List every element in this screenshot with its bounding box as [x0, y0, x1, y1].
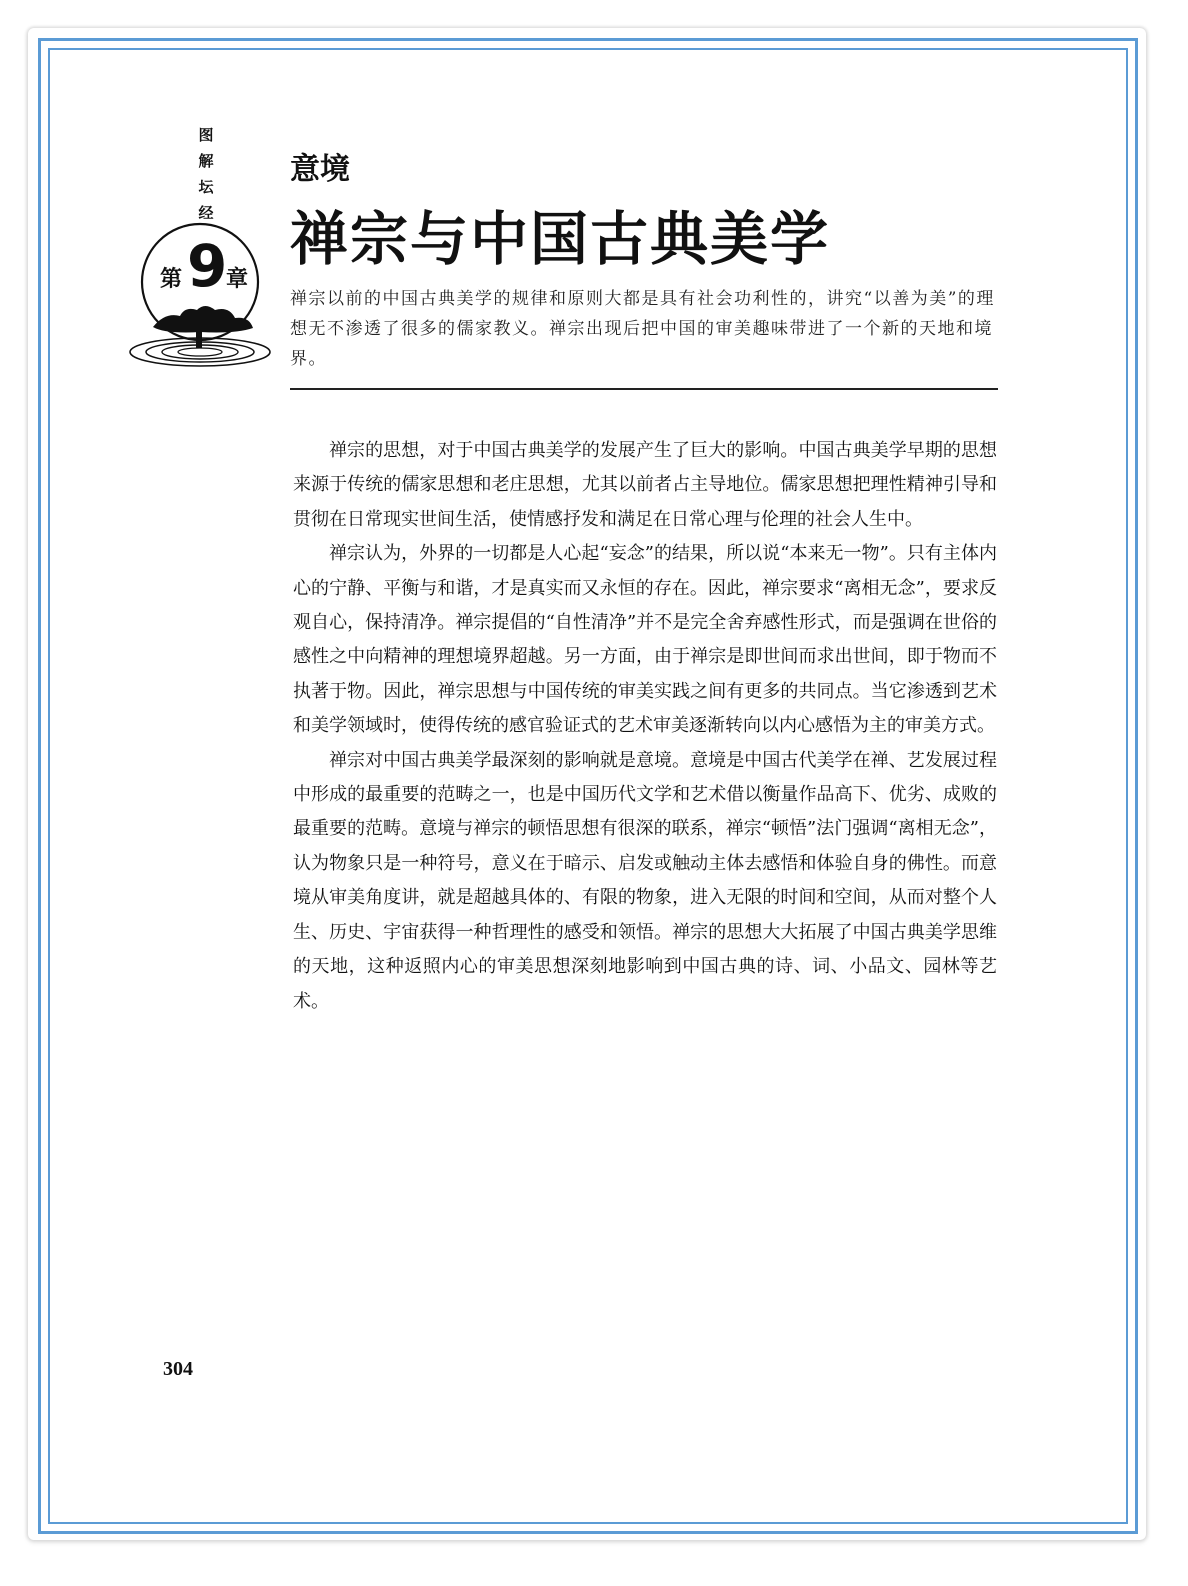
- series-side-label: [191, 122, 221, 226]
- side-label-char: 图: [198, 126, 214, 144]
- chapter-prefix: 第: [160, 267, 183, 292]
- body-text: [293, 434, 997, 1019]
- body-paragraph: 禅宗对中国古典美学最深刻的影响就是意境。意境是中国古代美学在禅、艺发展过程中形成的最重要的范畴之一，也是中国历代文学和艺术借以衡量作品高下、优劣、成败的最重要的范畴。意境与禅宗的顿悟思想有很深的联系，禅宗“顿悟”法门强调“离相无念”，认为物象只是一种符号，意义在于暗示、启发或触动主体去感悟和体验自身的佛性。而意境从审美角度讲，就是超越具体的、有限的物象，进入无限的时间和空间，从而对整个人生、历史、宇宙获得一种哲理性的感受和领悟。禅宗的思想大大拓展了中国古典美学思维的天地，这种返照内心的审美思想深刻地影响到中国古典的诗、词、小品文、园林等艺术。: [293, 749, 997, 1012]
- body-paragraph: 禅宗认为，外界的一切都是人心起“妄念”的结果，所以说“本来无一物”。只有主体内心的宁静、平衡与和谐，才是真实而又永恒的存在。因此，禅宗要求“离相无念”，要求反观自心，保持清净。禅宗提倡的“自性清净”并不是完全舍弃感性形式，而是强调在世俗的感性之中向精神的理想境界超越。另一方面，由于禅宗是即世间而求出世间，即于物而不执著于物。因此，禅宗思想与中国传统的审美实践之间有更多的共同点。当它渗透到艺术和美学领域时，使得传统的感官验证式的艺术审美逐渐转向以内心感悟为主的审美方式。: [293, 543, 997, 737]
- chapter-digit: 9: [187, 232, 228, 300]
- page-number: 304: [163, 1358, 193, 1380]
- chapter-suffix: 章: [226, 267, 249, 292]
- body-paragraph: 禅宗的思想，对于中国古典美学的发展产生了巨大的影响。中国古典美学早期的思想来源于传统的儒家思想和老庄思想，尤其以前者占主导地位。儒家思想把理性精神引导和贯彻在日常现实世间生活，使情感抒发和满足在日常心理与伦理的社会人生中。: [293, 440, 997, 530]
- side-label-char: 坛: [198, 178, 214, 196]
- intro-divider: [290, 388, 998, 390]
- side-label-char: 解: [198, 152, 214, 170]
- chapter-title: 禅宗与中国古典美学: [290, 205, 831, 273]
- chapter-intro: 禅宗以前的中国古典美学的规律和原则大都是具有社会功利性的，讲究“以善为美”的理想无不渗透了很多的儒家教义。禅宗出现后把中国的审美趣味带进了一个新的天地和境界。: [290, 289, 995, 369]
- chapter-number: [160, 232, 260, 308]
- side-label-char: 经: [198, 204, 214, 222]
- section-subtitle: 意境: [290, 152, 350, 187]
